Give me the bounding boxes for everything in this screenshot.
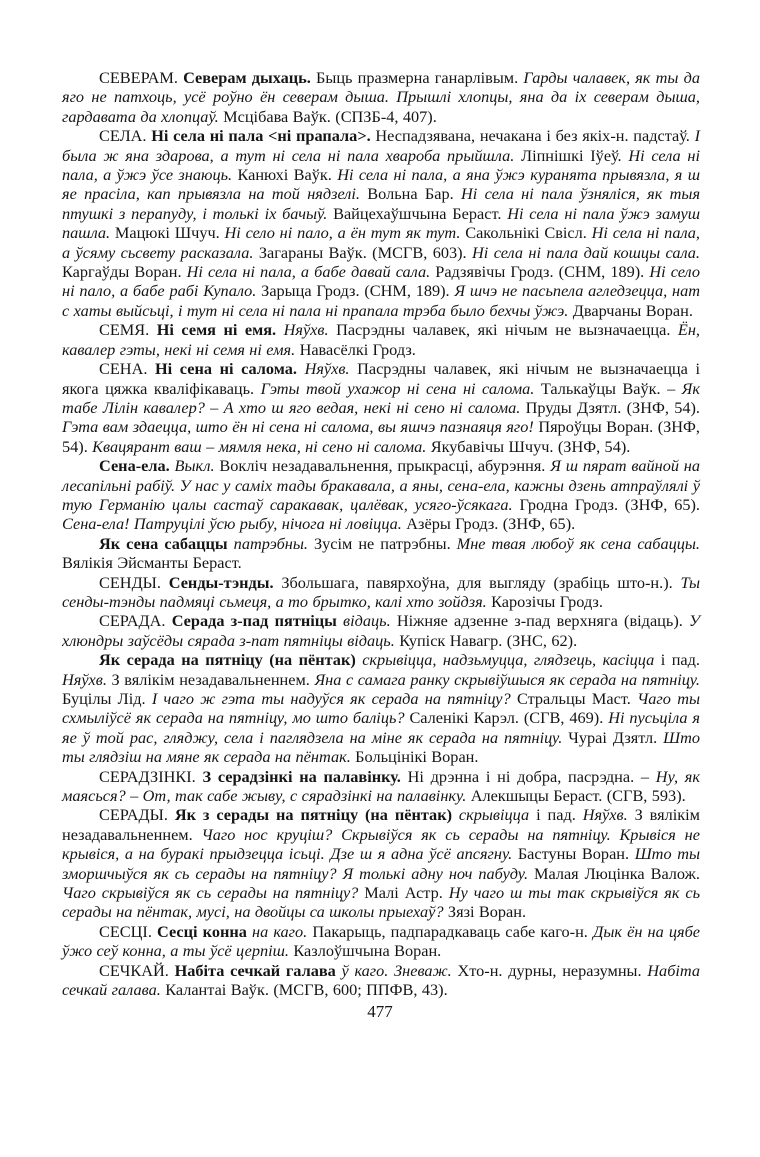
text-run: Сесці конна bbox=[157, 921, 252, 941]
text-run: І была ж яна здарова, а тут ні села ні пала хвароба прыйшла. bbox=[62, 126, 700, 165]
text-run: СЕРАДА. bbox=[99, 611, 172, 631]
text-run: Квацярант ваш – мямля нека, ні сено ні салома. bbox=[92, 436, 431, 456]
text-run: Ні пусьціла я яе ў той рас, гляджу, села і паглядзела на міне як серада на пятніцу. bbox=[62, 708, 700, 747]
text-run: Радзявічы Гродз. (СНМ, 189). bbox=[435, 262, 650, 282]
text-run: Ні села ні пала, а ўжэ ўсе знаюць. bbox=[62, 145, 701, 185]
text-run: СЕВЕРАМ. bbox=[99, 68, 184, 87]
text-run: Вольна Бар. bbox=[367, 184, 461, 204]
text-run: Гарды чалавек, як ты да яго не патхоць, усё роўно ён северам дыша. Прышлі хлопцы, яна да іх северам дыша, гардавата да хлопцаў. bbox=[62, 68, 700, 126]
text-run: Вайцехаўшчына Бераст. bbox=[333, 203, 508, 223]
text-run: Ні села ні пала <ні прапала>. bbox=[151, 126, 376, 146]
text-run: Што ты зморшчыўся як сь серады на пятніцу? Я толькі адну ноч пабуду. bbox=[62, 844, 700, 883]
text-run: – Ну, як маясься? – От, так сабе жыву, с сярадзінкі на палавінку. bbox=[62, 766, 700, 806]
text-run: Серада з-пад пятніцы bbox=[171, 611, 344, 631]
text-run: Гэты твой ухажор ні сена ні салома. bbox=[260, 378, 541, 398]
dictionary-entries bbox=[62, 68, 700, 1000]
text-run: Сена-ела! Патруцілі ўсю рыбу, нічога ні ловіцца. bbox=[62, 514, 407, 534]
text-run: Ну чаго ш ты так скрывіўся як сь серады на пёнтак, мусі, на двойцы са школы прыехаў? bbox=[62, 883, 701, 922]
text-run: Ні села ні пала, а ўсяму сьсвету расказала. bbox=[62, 223, 700, 262]
text-run: Мсцібава Ваўк. (СПЗБ-4, 407). bbox=[223, 106, 437, 126]
text-run: Купіск Навагр. (ЗНС, 62). bbox=[399, 630, 578, 650]
text-run: Малі Астр. bbox=[364, 883, 449, 903]
text-run: Гэта вам здаецца, што ён ні сена ні салома, вы яшчэ пазнаяця яго! bbox=[62, 417, 539, 437]
entry-paragraph-6 bbox=[62, 534, 700, 573]
text-run: Мне твая любоў як сена сабаццы. bbox=[456, 533, 700, 553]
text-run: Пруды Дзятл. (ЗНФ, 54). bbox=[525, 397, 701, 417]
text-run: і пад. bbox=[660, 650, 700, 670]
text-run: Навасёлкі Гродз. bbox=[299, 339, 416, 359]
text-run: Пасрэдны чалавек, які нічым не вызначаецца і якога цяжка кваліфікаваць. bbox=[62, 359, 700, 398]
text-run: З серадзінкі на палавінку. bbox=[202, 766, 408, 786]
text-run: Ні село ні пало, а бабе рабі Купало. bbox=[62, 262, 700, 301]
entry-paragraph-11 bbox=[62, 805, 700, 921]
text-run: Буцілы Лід. bbox=[62, 689, 152, 708]
text-run: Ніжняе адзенне з-пад верхняга (відаць). bbox=[396, 611, 690, 631]
text-run: Выкл. bbox=[174, 456, 220, 476]
text-run: Ні села ні пала, а бабе давай сала. bbox=[186, 262, 436, 282]
text-run: Я ш пярат вайной на лесапільні рабіў. У нас у саміх тады бракавала, а яны, сена-ела, кажны дзень атпраўлялі ў тую Германію цалы састаў саракавак, цалёвак, усяго-ўсякага. bbox=[62, 456, 701, 514]
entry-paragraph-1 bbox=[62, 68, 700, 126]
text-run: Казлоўшчына Воран. bbox=[293, 941, 442, 961]
text-run: Мацюкі Шчуч. bbox=[114, 223, 225, 243]
text-run: СЕЛА. bbox=[99, 126, 152, 146]
entry-paragraph-9 bbox=[62, 650, 700, 766]
text-run: Дварчаны Воран. bbox=[572, 300, 693, 320]
text-run: Алекшыцы Бераст. (СГВ, 593). bbox=[470, 786, 686, 806]
text-run: Бастуны Воран. bbox=[517, 844, 635, 864]
entry-paragraph-10 bbox=[62, 767, 700, 806]
text-run: ў каго. Зневаж. bbox=[341, 960, 458, 980]
text-run: Быць празмерна ганарлівым. bbox=[316, 68, 524, 87]
text-run: Пакарыць, падпарадкаваць сабе каго-н. bbox=[312, 921, 593, 941]
text-run: Ён, кавалер гэты, некі ні семя ні емя. bbox=[62, 320, 700, 359]
text-run: скрывіцца bbox=[458, 805, 537, 825]
text-run: Северам дыхаць. bbox=[183, 68, 317, 87]
entry-paragraph-7 bbox=[62, 573, 700, 612]
text-run: Сакольнікі Свісл. bbox=[465, 223, 592, 243]
text-run: Чураі Дзятл. bbox=[568, 727, 664, 747]
text-run: Чаго скрывіўся як сь серады на пятніцу? bbox=[62, 883, 365, 903]
text-run: У хлюндры заўсёды сярада з-пат пятніцы відаць. bbox=[62, 611, 701, 650]
text-run: Сена-ела. bbox=[99, 456, 175, 476]
text-run: СЕНДЫ. bbox=[99, 572, 169, 592]
text-run: Я шчэ не пасьпела агледзецца, нат с хаты выйсьці, і тут ні села ні пала ні прапала трэба было бехчы ўжэ. bbox=[62, 281, 701, 320]
entry-paragraph-13 bbox=[62, 961, 700, 1000]
text-run: І чаго ж гэта ты надуўся як серада на пятніцу? bbox=[151, 689, 517, 708]
text-run: Яна с самага ранку скрывіўшыся як серада на пятніцу. bbox=[314, 669, 700, 689]
text-run: Вокліч незадавальнення, прыкрасці, абурэння. bbox=[219, 456, 551, 476]
text-run: Канюхі Ваўк. bbox=[237, 165, 338, 185]
text-run: – Як табе Лілін кавалер? – А хто ш яго ведая, некі ні сено ні салома. bbox=[62, 378, 700, 417]
text-run: Няўхв. bbox=[304, 359, 358, 379]
text-run: Стральцы Маст. bbox=[516, 689, 638, 708]
text-run: Ты сенды-тэнды падмяці сьмеця, а то брытко, калі хто зойдзя. bbox=[62, 572, 700, 611]
text-run: Чаго ты схмыліўсё як серада на пятніцу, мо што баліць? bbox=[62, 689, 700, 728]
text-run: Пасрэдны чалавек, які нічым не вызначаецца. bbox=[336, 320, 678, 340]
text-run: Вялікія Эйсманты Бераст. bbox=[62, 553, 242, 573]
text-run: СЕНА. bbox=[99, 359, 155, 379]
text-run: Якубавічы Шчуч. (ЗНФ, 54). bbox=[430, 436, 631, 456]
text-run: Няўхв. bbox=[62, 669, 112, 689]
text-run: З вялікім незадавальненнем. bbox=[62, 805, 700, 844]
text-run: Няўхв. bbox=[582, 805, 635, 825]
text-run: Хто-н. дурны, неразумны. bbox=[457, 960, 648, 980]
text-run: З вялікім незадавальненнем. bbox=[111, 669, 315, 689]
entry-paragraph-8 bbox=[62, 611, 700, 650]
text-run: на каго. bbox=[252, 921, 313, 941]
text-run: Ні село ні пало, а ён тут як тут. bbox=[224, 223, 466, 243]
text-run: Ні сена ні салома. bbox=[155, 359, 305, 379]
text-run: Загараны Ваўк. (МСГВ, 603). bbox=[258, 242, 473, 262]
text-run: Чаго нос круціш? Скрывіўся як сь серады на пятніцу. Крывіся не крывіся, а на буракі прыдзецца ісьці. Дзе ш я адна ўсё апсягну. bbox=[62, 824, 700, 864]
entry-paragraph-5 bbox=[62, 456, 700, 534]
text-run: Саленікі Карэл. (СГВ, 469). bbox=[409, 708, 609, 728]
text-run: СЕРАДЗІНКІ. bbox=[99, 766, 203, 786]
text-run: Збольшага, павярхоўна, для выгляду (зрабіць што-н.). bbox=[281, 572, 681, 592]
text-run: Няўхв. bbox=[283, 320, 337, 340]
text-run: СЕЧКАЙ. bbox=[99, 960, 175, 980]
text-run: СЕСЦІ. bbox=[99, 921, 158, 941]
text-run: Набіта сечкай галава. bbox=[62, 960, 701, 1000]
text-run: скрывіцца, надзьмуцца, глядзець, касіцца bbox=[362, 650, 661, 670]
text-run: Талькаўцы Ваўк. bbox=[540, 378, 668, 398]
text-run: Як серада на пятніцу (на пёнтак) bbox=[99, 650, 363, 670]
text-run: Зарыца Гродз. (СНМ, 189). bbox=[261, 281, 455, 301]
text-run: Ні села ні пала дай кошцы сала. bbox=[472, 242, 700, 262]
text-run: Малая Люцінка Валож. bbox=[533, 863, 700, 883]
entry-paragraph-12 bbox=[62, 922, 700, 961]
text-run: Гродна Гродз. (ЗНФ, 65). bbox=[519, 494, 700, 514]
text-run: відаць. bbox=[343, 611, 397, 631]
text-run: Дык ён на цябе ўжо сеў конна, а ты ўсё церпіш. bbox=[62, 921, 700, 961]
entry-paragraph-2 bbox=[62, 126, 700, 320]
text-run: Набіта сечкай галава bbox=[174, 960, 342, 980]
text-run: Азёры Гродз. (ЗНФ, 65). bbox=[406, 514, 576, 534]
text-run: Больцінікі Воран. bbox=[355, 747, 479, 767]
text-run: патрэбны. bbox=[233, 533, 314, 553]
text-run: Неспадзявана, нечакана і без якіх-н. падстаў. bbox=[375, 126, 695, 146]
text-run: Зусім не патрэбны. bbox=[313, 533, 457, 553]
text-run: Ні села ні пала ўзняліся, як тыя птушкі з перапуду, і толькі іх бачыў. bbox=[62, 184, 701, 223]
text-run: Карозічы Гродз. bbox=[491, 591, 603, 611]
text-run: Як сена сабаццы bbox=[99, 533, 234, 553]
entry-paragraph-4 bbox=[62, 359, 700, 456]
text-run: Ліпнішкі Іўеў. bbox=[521, 145, 629, 165]
page-number: 477 bbox=[367, 1002, 393, 1021]
text-run: Ні села ні пала, а яна ўжэ куранята прывязла, я ш яе прасіла, кап прывязла на той нядзелі. bbox=[62, 165, 701, 204]
text-run: і пад. bbox=[536, 805, 583, 825]
text-run: Калантаі Ваўк. (МСГВ, 600; ППФВ, 43). bbox=[165, 980, 448, 1000]
text-run: Каргаўды Воран. bbox=[62, 262, 187, 282]
text-run: СЕМЯ. bbox=[99, 320, 157, 340]
text-run: Пяроўцы Воран. (ЗНФ, 54). bbox=[62, 417, 700, 456]
text-run: Што ты глядзіш на мяне як серада на пёнтак. bbox=[62, 727, 700, 767]
text-run: Як з серады на пятніцу (на пёнтак) bbox=[174, 805, 459, 825]
text-run: Ні дрэнна і ні добра, пасрэдна. bbox=[407, 766, 641, 786]
entry-paragraph-3 bbox=[62, 320, 700, 359]
text-run: Ні семя ні емя. bbox=[156, 320, 284, 340]
text-run: Сенды-тэнды. bbox=[168, 572, 282, 592]
text-run: Зязі Воран. bbox=[447, 902, 527, 922]
text-run: Ні села ні пала ўжэ замуш пашла. bbox=[62, 203, 701, 243]
text-run: СЕРАДЫ. bbox=[99, 805, 175, 825]
